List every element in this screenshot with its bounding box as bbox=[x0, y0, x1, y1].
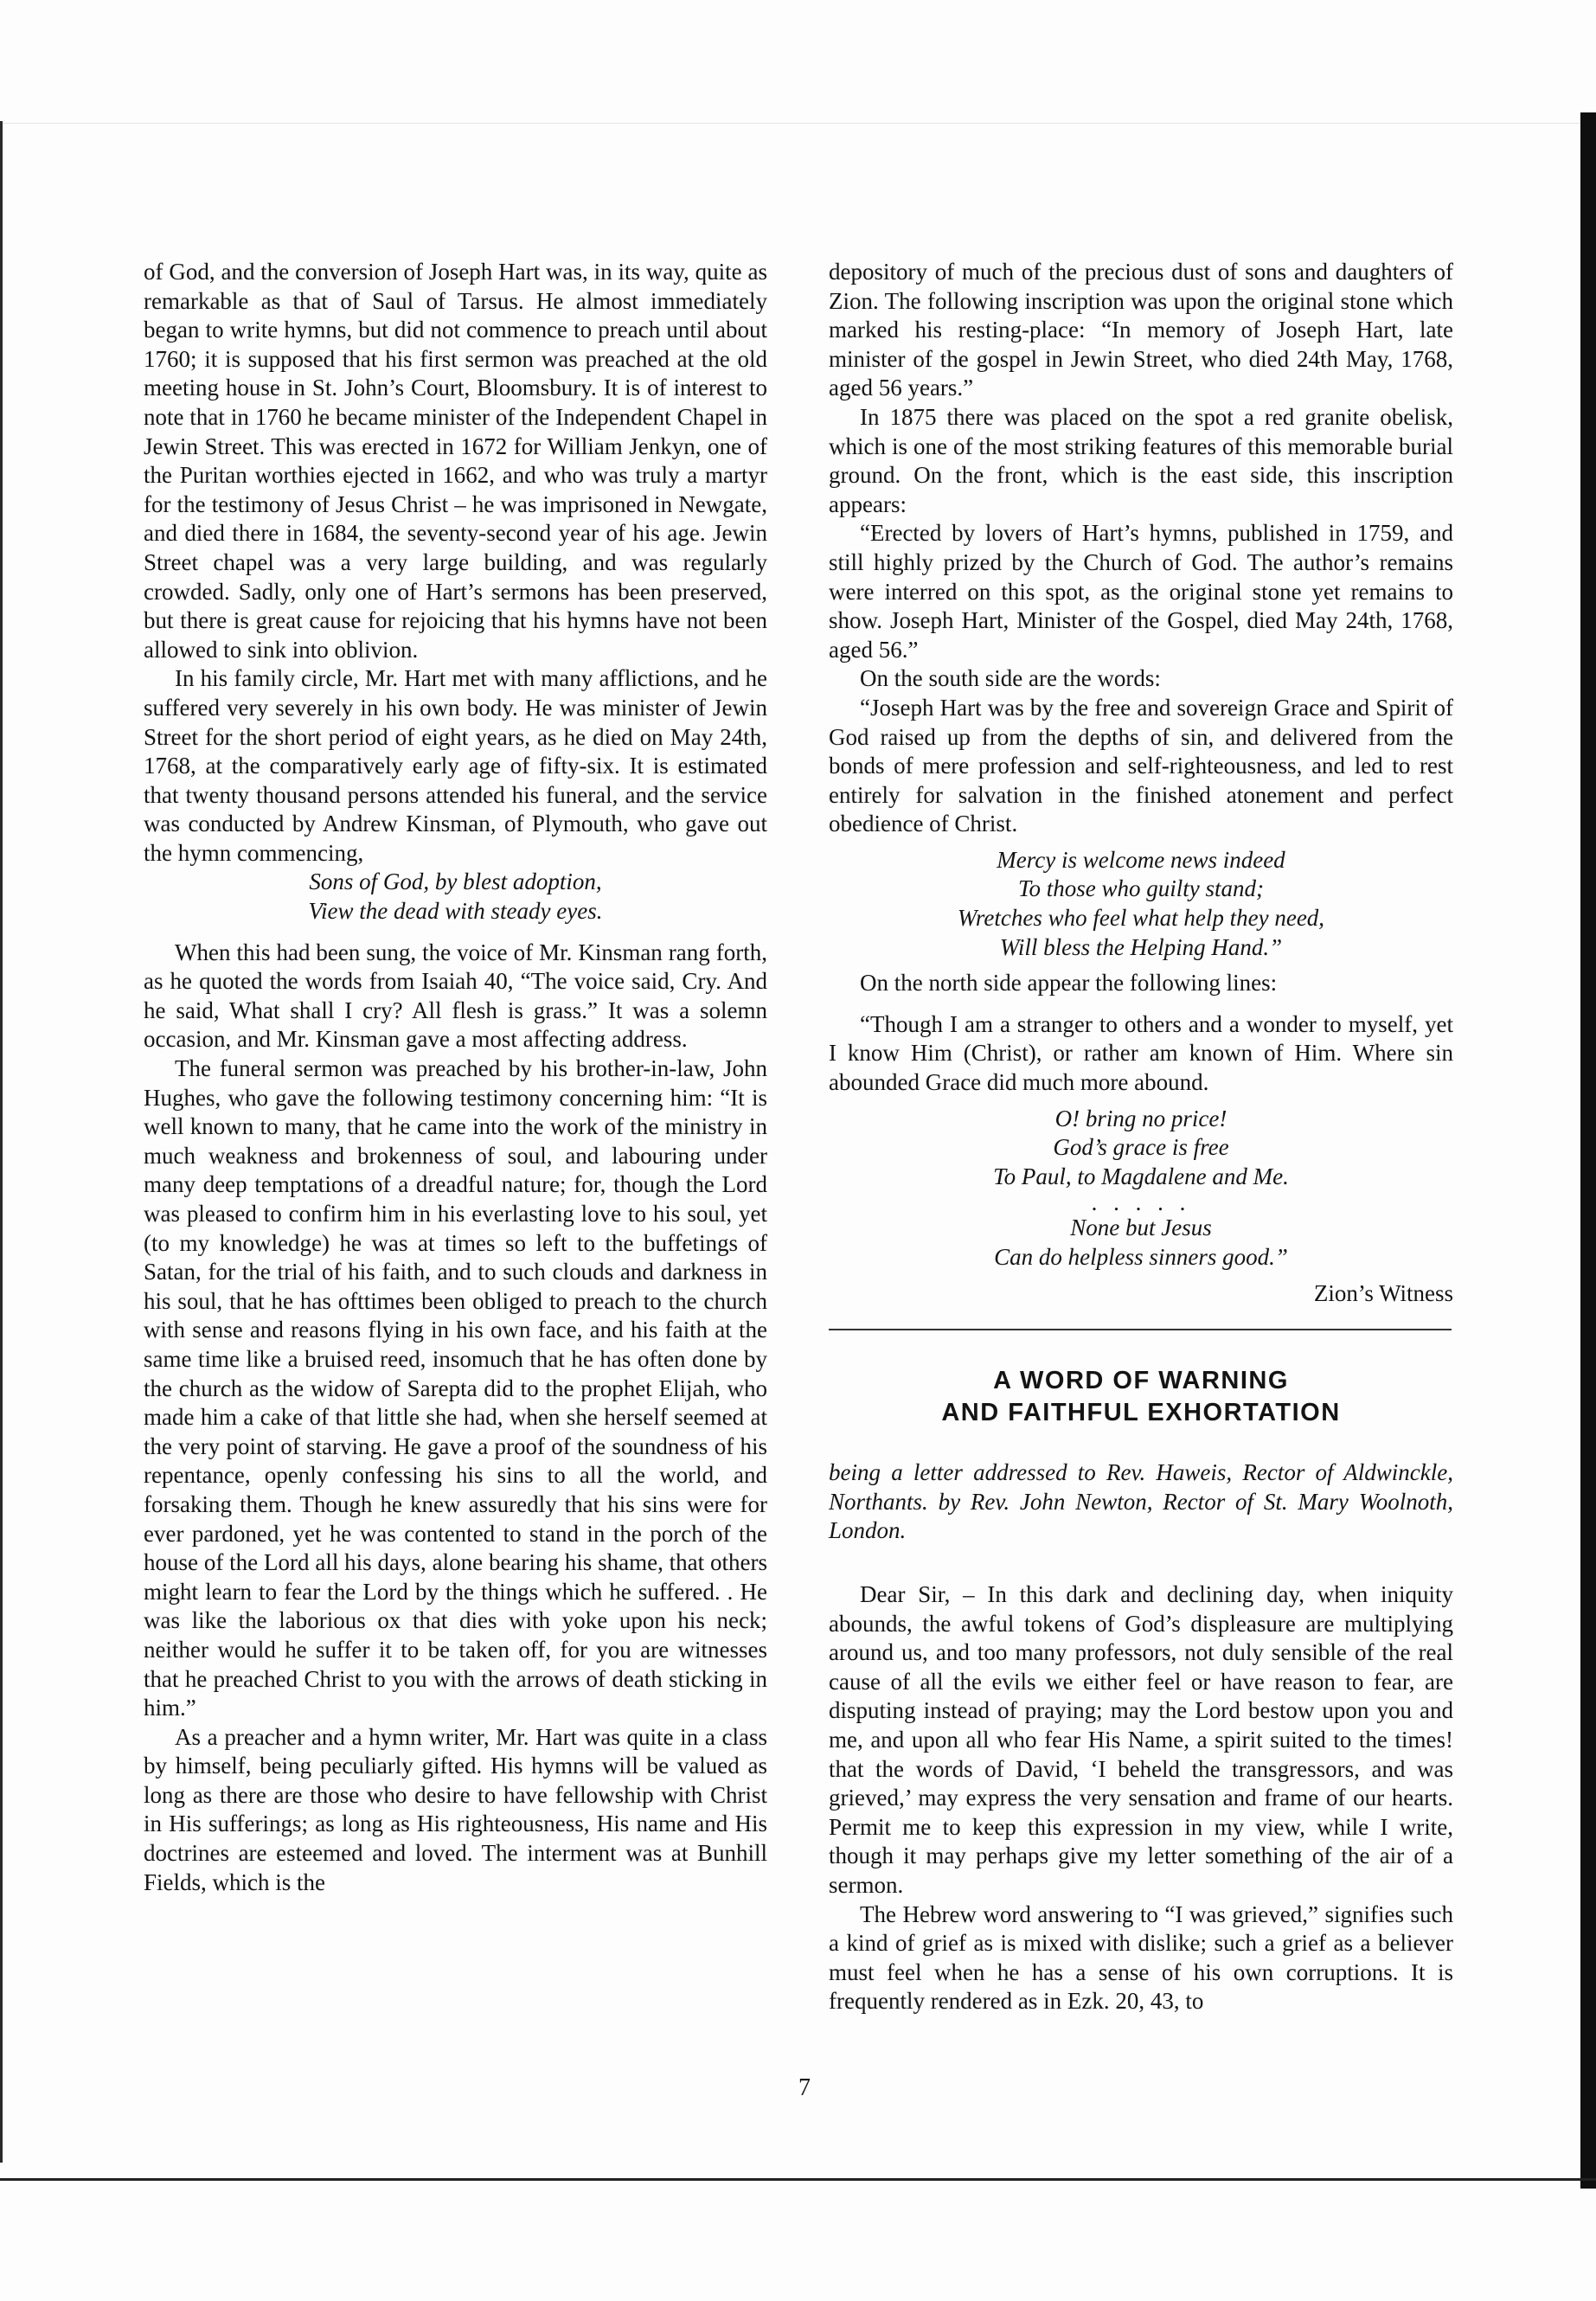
hymn-verse bbox=[829, 846, 1453, 962]
article-subtitle: being a letter addressed to Rev. Haweis, Rector of Aldwinckle, Northants. by Rev. John Newton, Rector of St. Mary Woolnoth, London. bbox=[829, 1459, 1453, 1544]
verse-line: Sons of God, by blest adoption, bbox=[309, 868, 602, 895]
paragraph: On the north side appear the following lines: bbox=[860, 970, 1278, 997]
page-left-edge bbox=[0, 121, 3, 2163]
paragraph: In his family circle, Mr. Hart met with many afflictions, and he suffered very severely in his own body. He was minister of Jewin Street for the short period of eight years, as he died on May 24th, 1768, at the comparatively early age of fifty-six. It is estimated that twenty thousand persons attended his funeral, and the service was conducted by Andrew Kinsman, of Plymouth, who gave out the hymn commencing, bbox=[144, 665, 767, 866]
article-heading bbox=[829, 1365, 1453, 1429]
hymn-verse bbox=[144, 868, 767, 926]
verse-line: Can do helpless sinners good.” bbox=[994, 1244, 1288, 1270]
paragraph: “Erected by lovers of Hart’s hymns, published in 1759, and still highly prized by the Church of God. The author’s remains were interred on this spot, as the original stone yet remains to show. Joseph Hart, Minister of the Gospel, died May 24th, 1768, aged 56.” bbox=[829, 520, 1453, 663]
verse-line: God’s grace is free bbox=[1053, 1134, 1229, 1161]
verse-line: To those who guilty stand; bbox=[1017, 875, 1265, 902]
paragraph: of God, and the conversion of Joseph Hart was, in its way, quite as remarkable as that of Saul of Tarsus. He almost immediately began to write hymns, but did not commence to preach until about 1760; it is supposed that his first sermon was preached at the old meeting house in St. John’s Court, Bloomsbury. It is of interest to note that in 1760 he became minister of the Independent Chapel in Jewin Street. This was erected in 1672 for William Jenkyn, one of the Puritan worthies ejected in 1662, and who was truly a martyr for the testimony of Jesus Christ – he was imprisoned in Newgate, and died there in 1684, the seventy-second year of his age. Jewin Street chapel was a very large building, and was regularly crowded. Sadly, only one of Hart’s sermons has been preserved, but there is great cause for rejoicing that his hymns have not been allowed to sink into oblivion. bbox=[144, 259, 767, 663]
right-column bbox=[829, 258, 1453, 2016]
paragraph: On the south side are the words: bbox=[860, 665, 1161, 692]
paragraph: As a preacher and a hymn writer, Mr. Hart was quite in a class by himself, being peculiarly gifted. His hymns will be valued as long as there are those who desire to have fellowship with Christ in His sufferings; as long as His righteousness, His name and His doctrines are esteemed and loved. The interment was at Bunhill Fields, which is the bbox=[144, 1723, 767, 1895]
verse-line: O! bring no price! bbox=[1054, 1105, 1227, 1131]
verse-line: View the dead with steady eyes. bbox=[308, 898, 603, 925]
paragraph: In 1875 there was placed on the spot a red granite obelisk, which is one of the most striking features of this memorable burial ground. On the front, which is the east side, this inscription appears: bbox=[829, 403, 1453, 517]
attribution: Zion’s Witness bbox=[1313, 1279, 1453, 1306]
paragraph: depository of much of the precious dust of sons and daughters of Zion. The following inscription was upon the original stone which marked his resting-place: “In memory of Joseph Hart, late minister of the gospel in Jewin Street, who died 24th May, 1768, aged 56 years.” bbox=[829, 259, 1453, 401]
verse-line: Mercy is welcome news indeed bbox=[997, 846, 1285, 873]
paragraph: The funeral sermon was preached by his brother-in-law, John Hughes, who gave the following testimony concerning him: “It is well known to many, that he came into the work of the ministry in much weakness and brokenness of soul, and labouring under many deep temptations of a dreadful nature; for, though the Lord was pleased to confirm him in his everlasting love to his soul, yet (to my knowledge) he was at times so left to the buffetings of Satan, for the trial of his faith, and to such clouds and darkness in his soul, that he has ofttimes been obliged to preach to the church with sense and reasons flying in his own face, and his faith at the same time like a bruised reed, insomuch that he has often done by the church as the widow of Sarepta did to the prophet Elijah, who made him a cake of that little she had, when she herself seemed at the very point of starving. He gave a proof of the soundness of his repentance, openly confessing his sins to all the world, and forsaking them. Though he knew assuredly that his sins were for ever pardoned, yet he was contented to stand in the porch of the house of the Lord all his days, alone bearing his shame, that others might learn to fear the Lord by the things which he suffered. . He was like the laborious ox that dies with yoke upon his neck; neither would he suffer it to be taken off, for you are witnesses that he preached Christ to you with the arrows of death sticking in him.” bbox=[144, 1055, 767, 1721]
left-column bbox=[144, 258, 767, 1897]
section-divider bbox=[829, 1329, 1452, 1330]
paragraph: Dear Sir, – In this dark and declining day, when iniquity abounds, the awful tokens of God’s displeasure are multiplying around us, and too many professors, not duly sensible of the real cause of all the evils we either feel or have reason to fear, are disputing instead of praying; may the Lord bestow upon you and me, and upon all who fear His Name, a spirit suited to the times! that the words of David, ‘I beheld the transgressors, and was grieved,’ may express the very sensation and frame of our hearts. Permit me to keep this expression in my view, while I write, though it may perhaps give my letter something of the air of a sermon. bbox=[829, 1580, 1453, 1898]
paragraph: When this had been sung, the voice of Mr. Kinsman rang forth, as he quoted the words from Isaiah 40, “The voice said, Cry. And he said, What shall I cry? All flesh is grass.” It was a solemn occasion, and Mr. Kinsman gave a most affecting address. bbox=[144, 939, 767, 1053]
verse-line: None but Jesus bbox=[1070, 1215, 1212, 1241]
page-top-rule bbox=[0, 123, 1583, 124]
paragraph: The Hebrew word answering to “I was grieved,” signifies such a kind of grief as is mixed with dislike; such a grief as a believer must feel when he has a sense of his own corruptions. It is frequently rendered as in Ezk. 20, 43, to bbox=[829, 1900, 1453, 2015]
heading-line: A WORD OF WARNING bbox=[993, 1367, 1289, 1395]
ellipsis-dots: . . . . . bbox=[1091, 1189, 1191, 1216]
page-bottom-edge bbox=[0, 2178, 1596, 2181]
page-right-edge bbox=[1580, 112, 1596, 2189]
hymn-verse bbox=[829, 1105, 1453, 1272]
paragraph: “Joseph Hart was by the free and sovereign Grace and Spirit of God raised up from the depths of sin, and delivered from the bonds of mere profession and self-righteousness, and led to rest entirely for salvation in the finished atonement and perfect obedience of Christ. bbox=[829, 694, 1453, 837]
heading-line: AND FAITHFUL EXHORTATION bbox=[941, 1399, 1341, 1427]
page-number: 7 bbox=[798, 2074, 811, 2101]
paragraph: “Though I am a stranger to others and a wonder to myself, yet I know Him (Christ), or rather am known of Him. Where sin abounded Grace did much more abound. bbox=[829, 1010, 1453, 1096]
verse-line: Will bless the Helping Hand.” bbox=[999, 933, 1283, 960]
verse-line: Wretches who feel what help they need, bbox=[957, 905, 1325, 932]
verse-line: To Paul, to Magdalene and Me. bbox=[993, 1163, 1289, 1189]
